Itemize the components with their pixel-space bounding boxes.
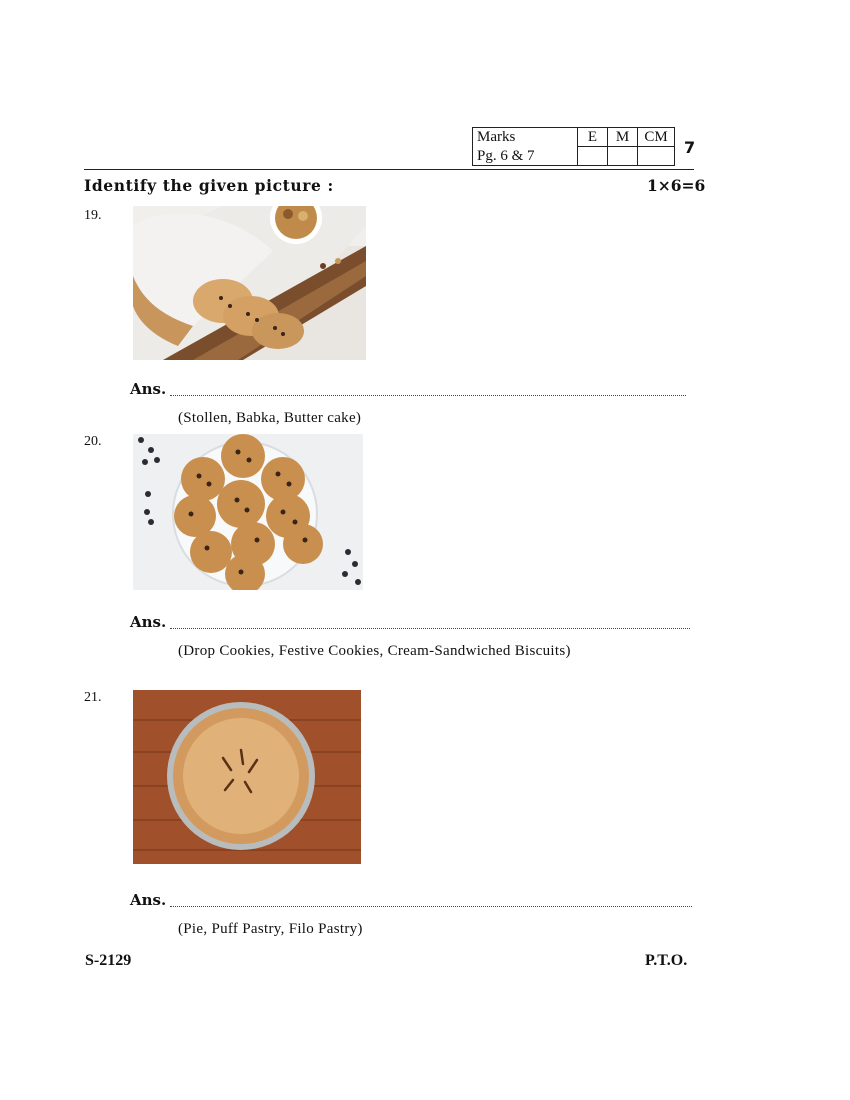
answer-text: (Stollen, Babka, Butter cake) bbox=[178, 410, 362, 426]
answer-line[interactable] bbox=[170, 395, 686, 396]
header-rule bbox=[84, 169, 694, 170]
ans-label: Ans. bbox=[130, 891, 167, 909]
question-number: 19. bbox=[84, 208, 102, 223]
col-e-header: E bbox=[578, 128, 608, 147]
col-m-header: M bbox=[608, 128, 638, 147]
paper-code: S-2129 bbox=[85, 952, 132, 969]
pages-label: Pg. 6 & 7 bbox=[473, 147, 578, 166]
answer-line[interactable] bbox=[170, 906, 692, 907]
marks-label: Marks bbox=[473, 128, 578, 147]
ans-label: Ans. bbox=[130, 613, 167, 631]
col-cm-header: CM bbox=[638, 128, 675, 147]
answer-text: (Drop Cookies, Festive Cookies, Cream-Sandwiched Biscuits) bbox=[178, 643, 571, 659]
question-number: 20. bbox=[84, 434, 102, 449]
question-number: 21. bbox=[84, 690, 102, 705]
marks-cell-m[interactable] bbox=[608, 147, 638, 166]
pie-photo bbox=[133, 690, 361, 864]
cookies-photo bbox=[133, 434, 363, 590]
answer-line[interactable] bbox=[170, 628, 690, 629]
section-instruction: Identify the given picture : bbox=[84, 176, 334, 195]
marks-scheme: 1×6=6 bbox=[647, 176, 706, 195]
stollen-photo bbox=[133, 206, 366, 360]
marks-cell-cm[interactable] bbox=[638, 147, 675, 166]
marks-table bbox=[472, 127, 675, 166]
pto-label: P.T.O. bbox=[645, 952, 688, 969]
page-number: 7 bbox=[684, 138, 696, 157]
ans-label: Ans. bbox=[130, 380, 167, 398]
marks-cell-e[interactable] bbox=[578, 147, 608, 166]
answer-text: (Pie, Puff Pastry, Filo Pastry) bbox=[178, 921, 363, 937]
